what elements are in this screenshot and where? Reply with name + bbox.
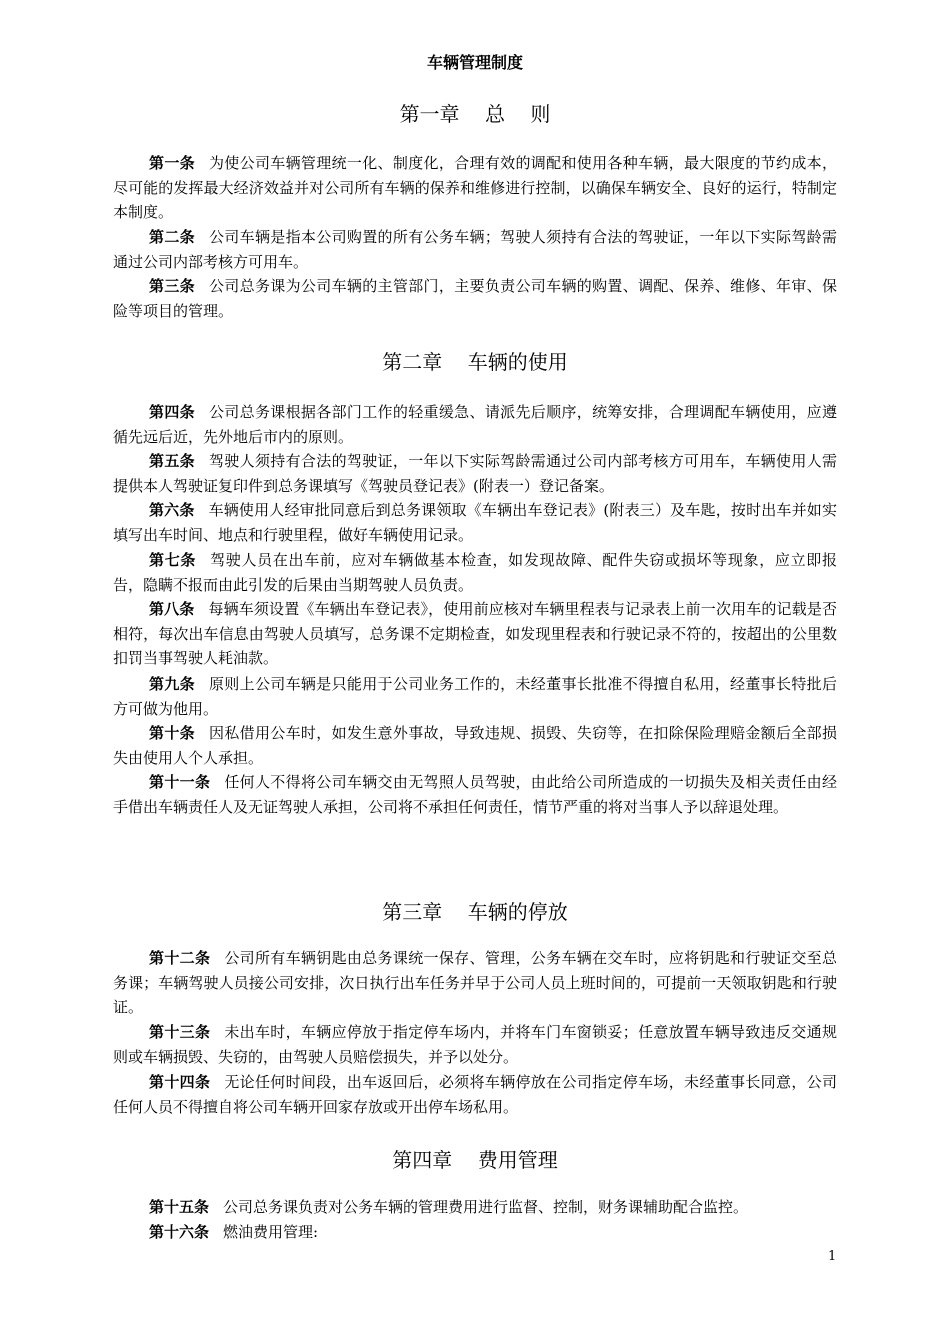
article-text: 任何人不得将公司车辆交由无驾照人员驾驶，由此给公司所造成的一切损失及相关责任由经手借出车辆责任人及无证驾驶人承担，公司将不承担任何责任，情节严重的将对当事人予以辞退处理。 [113,773,837,816]
article-number: 第十五条 [149,1198,210,1216]
article-text: 公司总务课根据各部门工作的轻重缓急、请派先后顺序，统筹安排，合理调配车辆使用，应遵循先远后近，先外地后市内的原则。 [113,403,837,446]
article-text: 无论任何时间段，出车返回后，必须将车辆停放在公司指定停车场，未经董事长同意，公司任何人员不得擅自将公司车辆开回家存放或开出停车场私用。 [113,1073,837,1116]
article-number: 第十六条 [149,1223,210,1241]
article-text: 每辆车须设置《车辆出车登记表》，使用前应核对车辆里程表与记录表上前一次用车的记载是否相符，每次出车信息由驾驶人员填写，总务课不定期检查，如发现里程表和行驶记录不符的，按超出的公里数扣罚当事驾驶人耗油款。 [113,600,837,668]
article-text: 因私借用公车时，如发生意外事故，导致违规、损毁、失窃等，在扣除保险理赔金额后全部损失由使用人个人承担。 [113,724,837,767]
article-5 [113,449,837,498]
article-15 [113,1195,837,1220]
article-3 [113,274,837,323]
page-number: 1 [828,1249,837,1264]
article-number: 第十二条 [149,949,211,967]
article-text: 驾驶人员在出车前，应对车辆做基本检查，如发现故障、配件失窃或损坏等现象，应立即报告，隐瞒不报而由此引发的后果由当期驾驶人员负责。 [113,551,837,594]
article-14 [113,1070,837,1119]
article-text: 公司所有车辆钥匙由总务课统一保存、管理，公务车辆在交车时，应将钥匙和行驶证交至总务课；车辆驾驶人员接公司安排，次日执行出车任务并早于公司人员上班时间的，可提前一天领取钥匙和行驶证。 [113,949,837,1017]
chapter-1-heading: 第一章 总 则 [399,102,551,126]
article-number: 第九条 [149,675,195,693]
article-number: 第三条 [149,277,195,295]
article-text: 驾驶人须持有合法的驾驶证，一年以下实际驾龄需通过公司内部考核方可用车，车辆使用人需提供本人驾驶证复印件到总务课填写《驾驶员登记表》(附表一）登记备案。 [113,452,837,495]
article-number: 第一条 [149,154,195,172]
article-7 [113,548,837,597]
article-text: 车辆使用人经审批同意后到总务课领取《车辆出车登记表》(附表三）及车匙，按时出车并如实填写出车时间、地点和行驶里程，做好车辆使用记录。 [113,501,837,544]
article-text: 原则上公司车辆是只能用于公司业务工作的，未经董事长批准不得擅自私用，经董事长特批后方可做为他用。 [113,675,837,718]
article-number: 第八条 [149,600,195,618]
article-4 [113,400,837,449]
article-13 [113,1020,837,1069]
article-10 [113,721,837,770]
article-number: 第十条 [149,724,195,742]
article-number: 第六条 [149,501,195,519]
article-12 [113,946,837,1020]
chapter-3-heading: 第三章 车辆的停放 [382,900,568,924]
article-number: 第五条 [149,452,195,470]
article-8 [113,597,837,671]
article-number: 第十一条 [149,773,211,791]
article-9 [113,672,837,721]
article-16 [113,1220,837,1245]
article-number: 第四条 [149,403,195,421]
article-text: 公司总务课负责对公务车辆的管理费用进行监督、控制，财务课辅助配合监控。 [223,1198,749,1216]
article-text: 公司总务课为公司车辆的主管部门，主要负责公司车辆的购置、调配、保养、维修、年审、保险等项目的管理。 [113,277,837,320]
article-text: 为使公司车辆管理统一化、制度化，合理有效的调配和使用各种车辆，最大限度的节约成本，尽可能的发挥最大经济效益并对公司所有车辆的保养和维修进行控制，以确保车辆安全、良好的运行，特制定本制度。 [113,154,837,222]
article-text: 公司车辆是指本公司购置的所有公务车辆；驾驶人须持有合法的驾驶证，一年以下实际驾龄需通过公司内部考核方可用车。 [113,228,837,271]
article-11 [113,770,837,819]
article-number: 第七条 [149,551,197,569]
article-2 [113,225,837,274]
chapter-2-heading: 第二章 车辆的使用 [382,350,568,374]
chapter-4-heading: 第四章 费用管理 [392,1148,558,1172]
article-text: 燃油费用管理: [223,1223,319,1241]
article-6 [113,498,837,547]
article-1 [113,151,837,225]
article-number: 第二条 [149,228,195,246]
article-number: 第十四条 [149,1073,211,1091]
document-title: 车辆管理制度 [426,53,523,72]
article-number: 第十三条 [149,1023,211,1041]
article-text: 未出车时，车辆应停放于指定停车场内，并将车门车窗锁妥；任意放置车辆导致违反交通规则或车辆损毁、失窃的，由驾驶人员赔偿损失，并予以处分。 [113,1023,837,1066]
